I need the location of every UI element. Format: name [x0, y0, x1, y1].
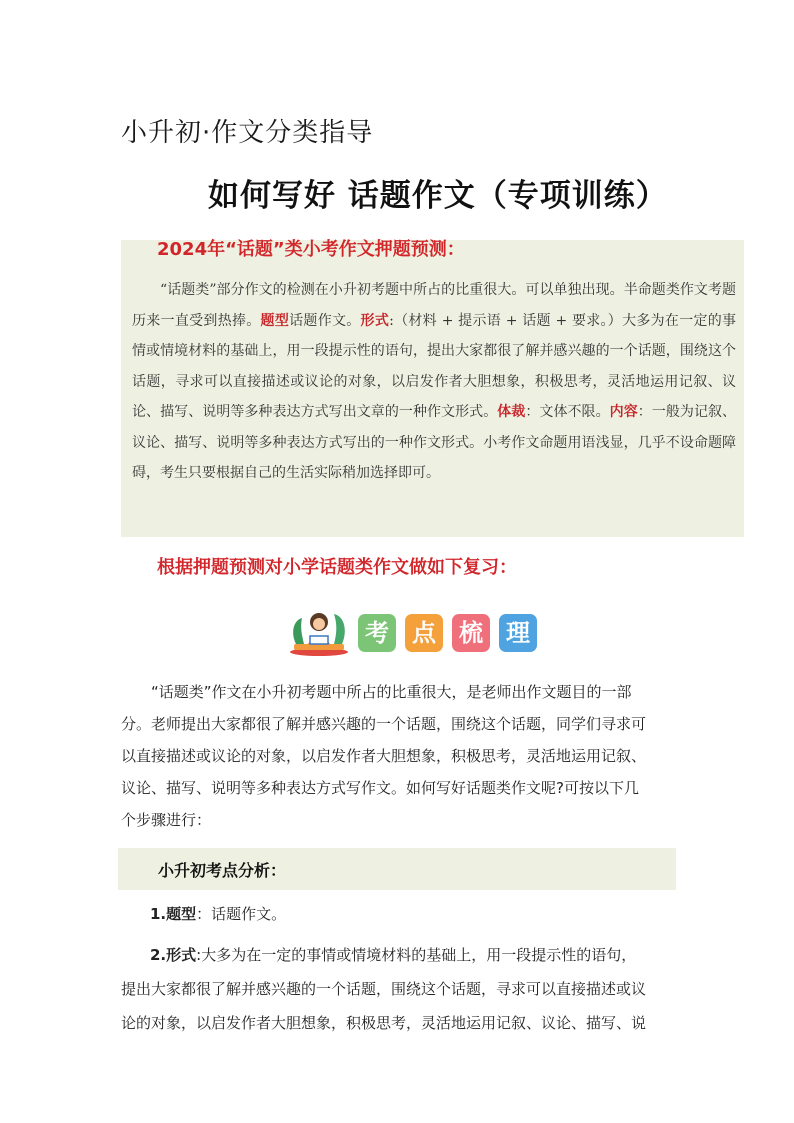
intro-sentence: ：一般为记叙、议论、描写、说明等多种表达方式写出的一种作文形式。小考作文命题用语浅显，几乎不设命题障碍，考生只要根据自己的生活实际稍加选择即可。: [132, 404, 737, 481]
intro-sentence: 话题作文。: [289, 312, 361, 329]
paragraph-line: “话题类”作文在小升初考题中所占的比重很大，是老师出作文题目的一部: [151, 683, 632, 701]
intro-paragraph: [121, 676, 687, 836]
intro-sentence: ：文体不限。: [525, 404, 610, 420]
intro-sentence: :（材料 + 提示语 + 话题 + 要求。）大多为在一定的事情或情境材料的基础上，用一段提示性的语句，提出大家都很了解并感兴趣的一个话题，围绕这个话题，寻求可以直接描述或议论的对象，以启发作者大胆想象，积极思考，灵活地运用记叙、议论、描写、说明等多种表达方式写出文章的一种作文形式。: [132, 312, 737, 420]
intro-text: [132, 275, 736, 489]
keyword-form: 形式: [360, 312, 390, 329]
paragraph-line: 议论、描写、说明等多种表达方式写作文。如何写好话题类作文呢?可按以下几: [121, 779, 639, 797]
banner-char: 梳: [452, 614, 490, 652]
intro-sentence: “话题类”部分作文的检测在小升初考题中所占的比重很大。可以单独出现。半命题类作文考题历来一直受到热捧。: [132, 282, 736, 329]
analysis-heading: 小升初考点分析：: [158, 861, 287, 880]
banner-char: 理: [499, 614, 537, 652]
banner-char: 点: [405, 614, 443, 652]
item-label: 形式: [166, 946, 197, 964]
prediction-heading: 2024年“话题”类小考作文押题预测：: [157, 239, 465, 260]
review-heading: 根据押题预测对小学话题类作文做如下复习：: [157, 557, 517, 578]
key-points-banner: [288, 608, 548, 656]
item-text: 论的对象，以启发作者大胆想象，积极思考，灵活地运用记叙、议论、描写、说: [121, 1014, 647, 1032]
keyword-content: 内容: [609, 404, 638, 420]
item-text: 提出大家都很了解并感兴趣的一个话题，围绕这个话题，寻求可以直接描述或议: [121, 980, 647, 998]
analysis-item-type: [150, 900, 286, 928]
paragraph-line: 个步骤进行：: [121, 811, 212, 829]
item-number: 2.: [150, 946, 167, 964]
item-number: 1.: [150, 905, 167, 923]
banner-char: 考: [358, 614, 396, 652]
item-text: :大多为在一定的事情或情境材料的基础上，用一段提示性的语句，: [196, 946, 637, 964]
reading-girl-illustration: [288, 608, 350, 656]
item-text: ：话题作文。: [196, 905, 287, 923]
paragraph-line: 以直接描述或议论的对象，以启发作者大胆想象，积极思考，灵活地运用记叙、: [121, 747, 647, 765]
analysis-item-form: [121, 938, 687, 1040]
series-title: 小升初·作文分类指导: [121, 118, 374, 148]
keyword-type: 题型: [260, 312, 290, 329]
main-title: 如何写好 话题作文（专项训练）: [208, 178, 668, 214]
item-label: 题型: [166, 905, 197, 923]
keyword-genre: 体裁: [497, 404, 526, 420]
paragraph-line: 分。老师提出大家都很了解并感兴趣的一个话题，围绕这个话题，同学们寻求可: [121, 715, 647, 733]
